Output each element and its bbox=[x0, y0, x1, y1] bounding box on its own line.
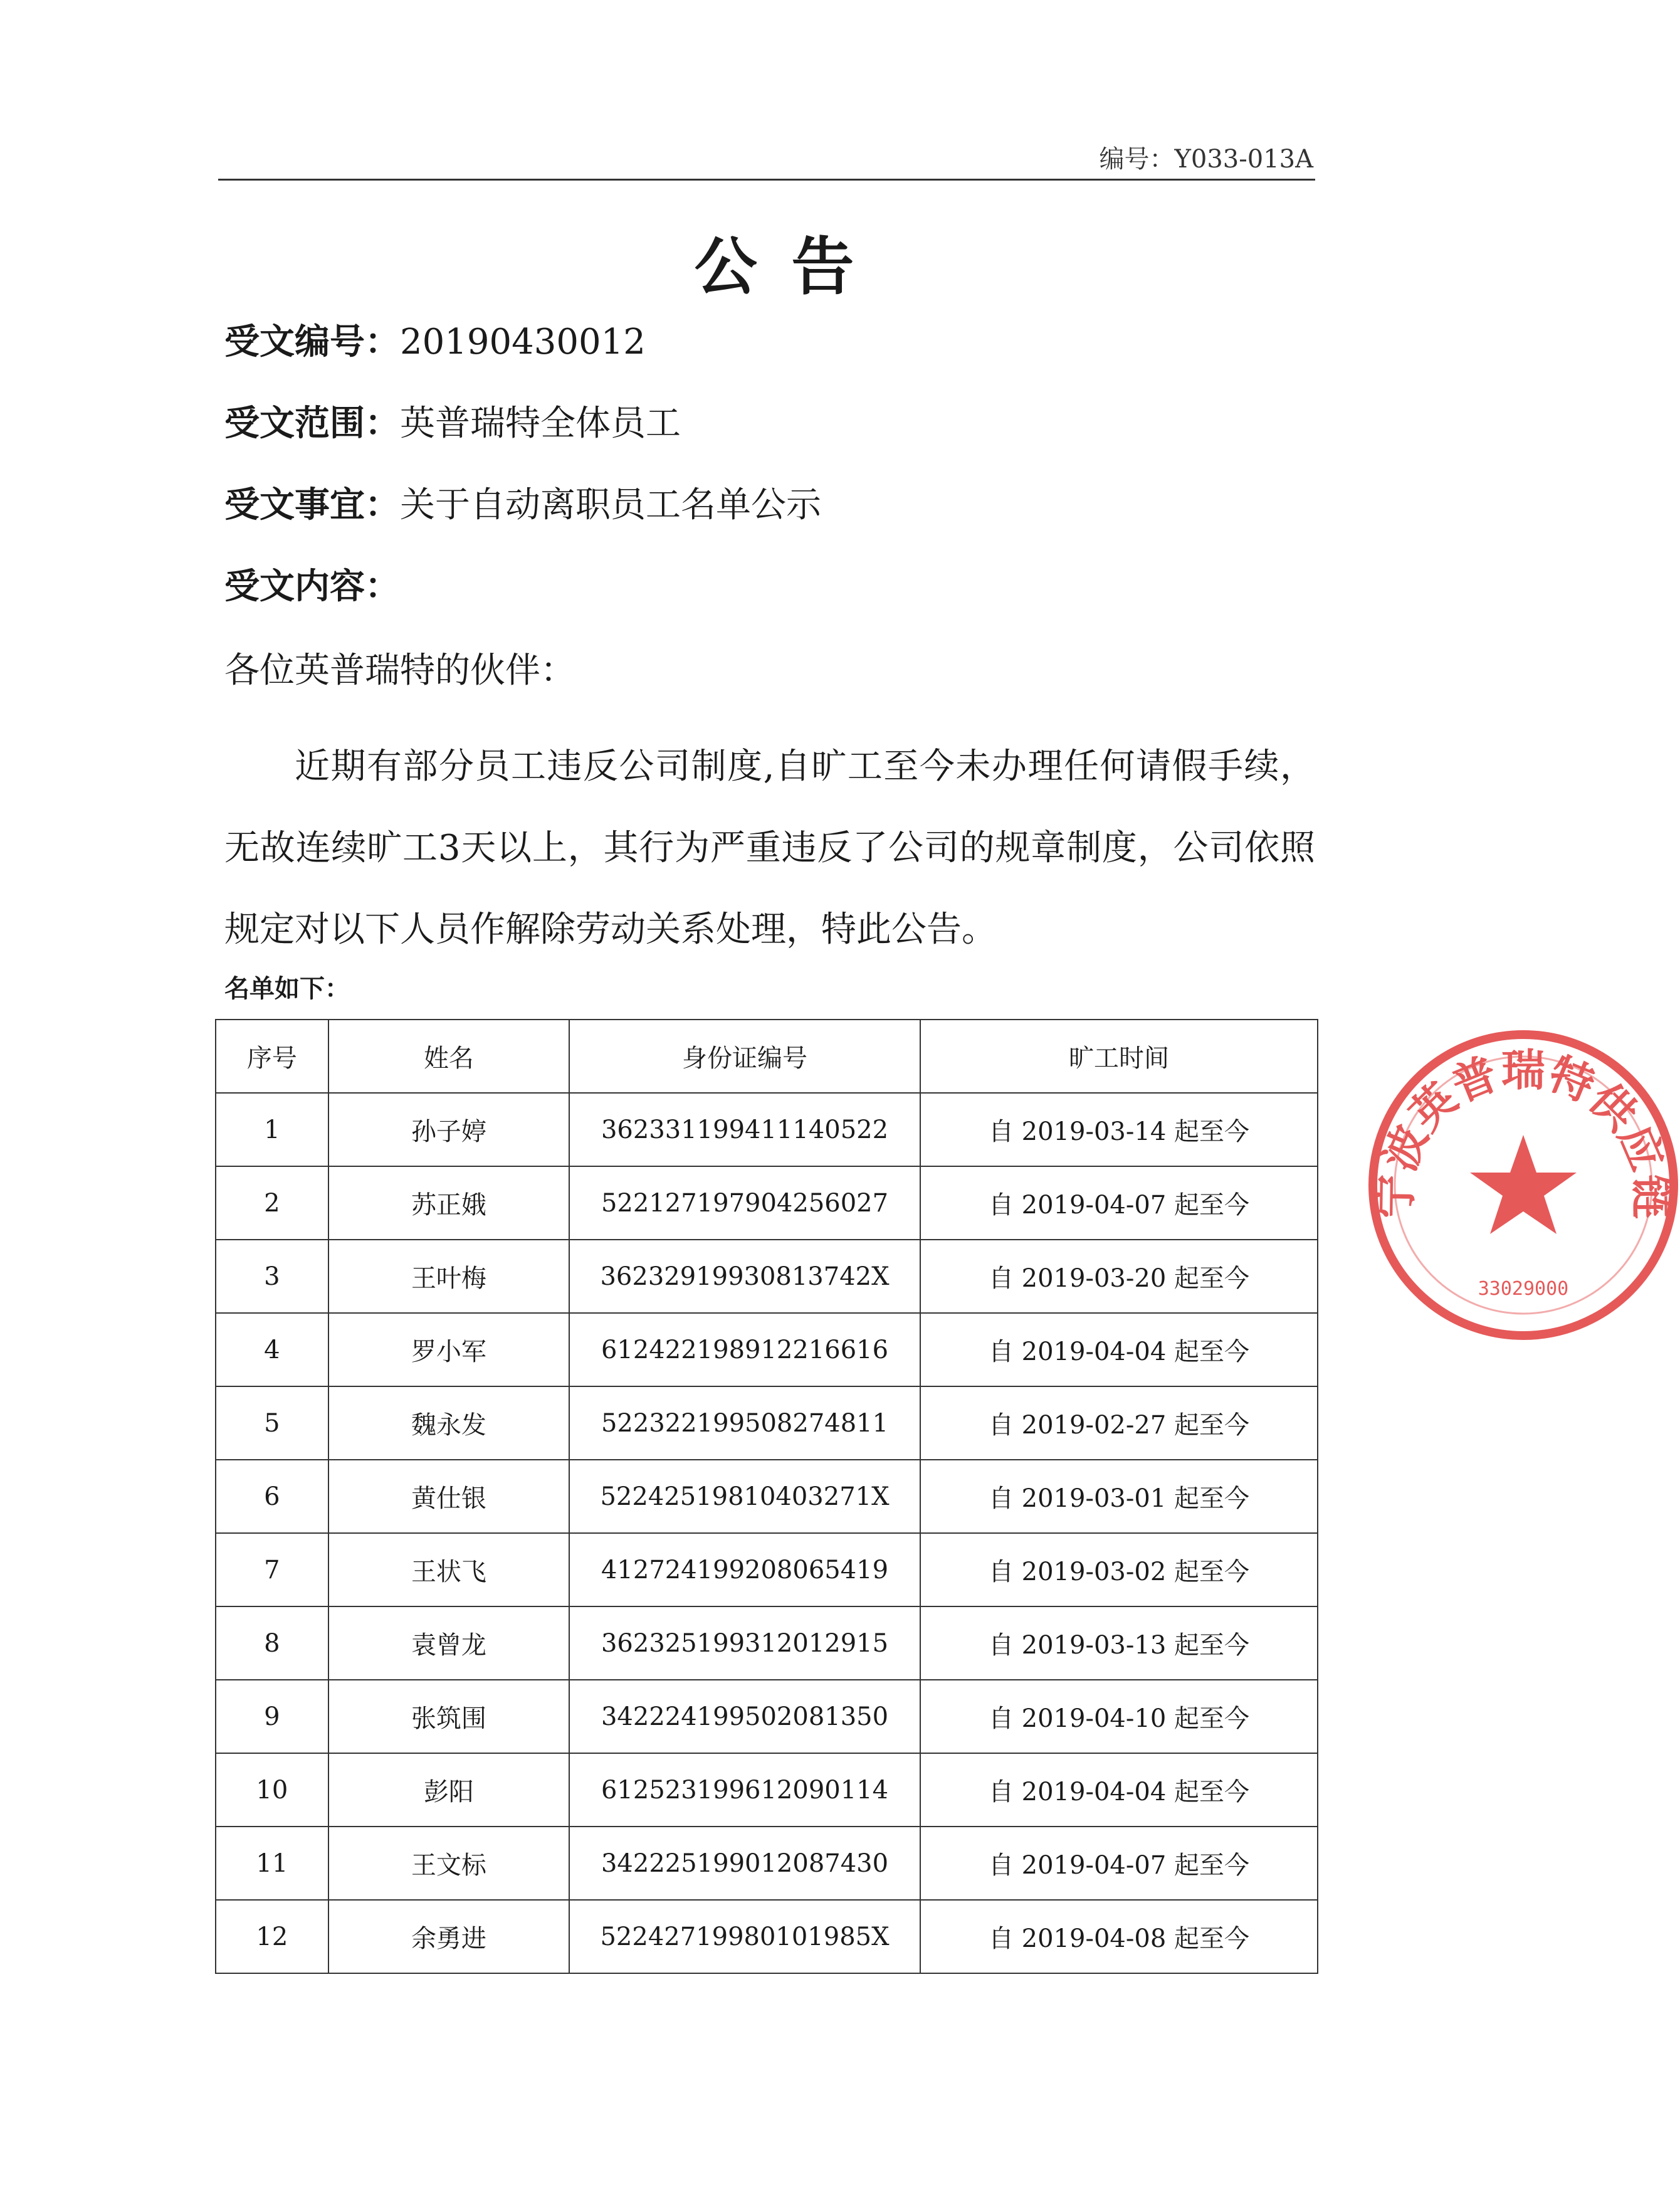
table-row bbox=[216, 1386, 1318, 1460]
header-absence-time: 旷工时间 bbox=[920, 1020, 1318, 1093]
row-index: 4 bbox=[216, 1313, 328, 1386]
meta-value: 关于自动离职员工名单公示 bbox=[400, 485, 821, 525]
absence-time: 自 2019-04-10 起至今 bbox=[920, 1680, 1318, 1753]
absence-time: 自 2019-02-27 起至今 bbox=[920, 1386, 1318, 1460]
notice-paragraph: 近期有部分员工违反公司制度,自旷工至今未办理任何请假手续，无故连续旷工3天以上，其行为严重违反了公司的规章制度，公司依照规定对以下人员作解除劳动关系处理，特此公告。 bbox=[224, 746, 1315, 950]
row-index: 7 bbox=[216, 1533, 328, 1606]
table-row bbox=[216, 1533, 1318, 1606]
meta-value: 20190430012 bbox=[400, 322, 646, 362]
employee-name: 黄仕银 bbox=[328, 1460, 569, 1533]
id-number: 52242719980101985X bbox=[569, 1900, 920, 1973]
meta-label: 受文范围： bbox=[224, 403, 400, 444]
row-index: 9 bbox=[216, 1680, 328, 1753]
employee-name: 王叶梅 bbox=[328, 1240, 569, 1313]
id-number: 342224199502081350 bbox=[569, 1680, 920, 1753]
row-index: 3 bbox=[216, 1240, 328, 1313]
seal-star-icon bbox=[1470, 1135, 1577, 1234]
row-index: 11 bbox=[216, 1827, 328, 1900]
table-row bbox=[216, 1460, 1318, 1533]
meta-doc-number bbox=[224, 317, 646, 367]
table-row bbox=[216, 1166, 1318, 1240]
table-row bbox=[216, 1240, 1318, 1313]
id-number: 342225199012087430 bbox=[569, 1827, 920, 1900]
document-code: 编号：Y033-013A bbox=[1099, 145, 1313, 174]
id-number: 612422198912216616 bbox=[569, 1313, 920, 1386]
absence-time: 自 2019-03-01 起至今 bbox=[920, 1460, 1318, 1533]
row-index: 6 bbox=[216, 1460, 328, 1533]
absence-time: 自 2019-04-07 起至今 bbox=[920, 1827, 1318, 1900]
meta-content bbox=[224, 561, 400, 612]
meta-value: 英普瑞特全体员工 bbox=[400, 403, 681, 444]
list-title: 名单如下： bbox=[224, 974, 350, 1003]
company-seal bbox=[1367, 1028, 1680, 1342]
row-index: 10 bbox=[216, 1753, 328, 1827]
table-row bbox=[216, 1900, 1318, 1973]
row-index: 1 bbox=[216, 1093, 328, 1166]
notice-title: 公 告 bbox=[694, 229, 861, 303]
table-header-row bbox=[216, 1020, 1318, 1093]
absence-time: 自 2019-03-14 起至今 bbox=[920, 1093, 1318, 1166]
header-index: 序号 bbox=[216, 1020, 328, 1093]
table-row bbox=[216, 1827, 1318, 1900]
table-row bbox=[216, 1313, 1318, 1386]
header-id-number: 身份证编号 bbox=[569, 1020, 920, 1093]
meta-label: 受文内容： bbox=[224, 566, 400, 607]
employee-name: 袁曾龙 bbox=[328, 1606, 569, 1680]
table-row bbox=[216, 1753, 1318, 1827]
employee-name: 张筑围 bbox=[328, 1680, 569, 1753]
employee-name: 魏永发 bbox=[328, 1386, 569, 1460]
id-number: 36232919930813742X bbox=[569, 1240, 920, 1313]
employee-name: 罗小军 bbox=[328, 1313, 569, 1386]
row-index: 5 bbox=[216, 1386, 328, 1460]
header-name: 姓名 bbox=[328, 1020, 569, 1093]
employee-name: 王状飞 bbox=[328, 1533, 569, 1606]
meta-scope bbox=[224, 398, 681, 449]
row-index: 2 bbox=[216, 1166, 328, 1240]
id-number: 612523199612090114 bbox=[569, 1753, 920, 1827]
id-number: 412724199208065419 bbox=[569, 1533, 920, 1606]
svg-text:宁波英普瑞特供应链: 宁波英普瑞特供应链 bbox=[1369, 1044, 1677, 1219]
row-index: 12 bbox=[216, 1900, 328, 1973]
meta-subject bbox=[224, 480, 821, 530]
id-number: 522322199508274811 bbox=[569, 1386, 920, 1460]
absence-time: 自 2019-04-07 起至今 bbox=[920, 1166, 1318, 1240]
employee-name: 苏正娥 bbox=[328, 1166, 569, 1240]
row-index: 8 bbox=[216, 1606, 328, 1680]
absence-time: 自 2019-04-04 起至今 bbox=[920, 1313, 1318, 1386]
employee-name: 彭阳 bbox=[328, 1753, 569, 1827]
svg-text:33029000: 33029000 bbox=[1478, 1278, 1569, 1300]
absence-time: 自 2019-03-20 起至今 bbox=[920, 1240, 1318, 1313]
table-row bbox=[216, 1606, 1318, 1680]
table-row bbox=[216, 1093, 1318, 1166]
id-number: 522127197904256027 bbox=[569, 1166, 920, 1240]
absence-time: 自 2019-03-02 起至今 bbox=[920, 1533, 1318, 1606]
id-number: 362325199312012915 bbox=[569, 1606, 920, 1680]
meta-label: 受文编号： bbox=[224, 321, 400, 362]
absence-time: 自 2019-03-13 起至今 bbox=[920, 1606, 1318, 1680]
id-number: 362331199411140522 bbox=[569, 1093, 920, 1166]
id-number: 52242519810403271X bbox=[569, 1460, 920, 1533]
employee-name: 王文标 bbox=[328, 1827, 569, 1900]
header-rule bbox=[218, 179, 1315, 181]
absence-time: 自 2019-04-04 起至今 bbox=[920, 1753, 1318, 1827]
dismissal-table bbox=[215, 1019, 1318, 1974]
table-row bbox=[216, 1680, 1318, 1753]
employee-name: 余勇进 bbox=[328, 1900, 569, 1973]
meta-label: 受文事宜： bbox=[224, 484, 400, 525]
salutation: 各位英普瑞特的伙伴： bbox=[224, 650, 575, 691]
employee-name: 孙子婷 bbox=[328, 1093, 569, 1166]
absence-time: 自 2019-04-08 起至今 bbox=[920, 1900, 1318, 1973]
